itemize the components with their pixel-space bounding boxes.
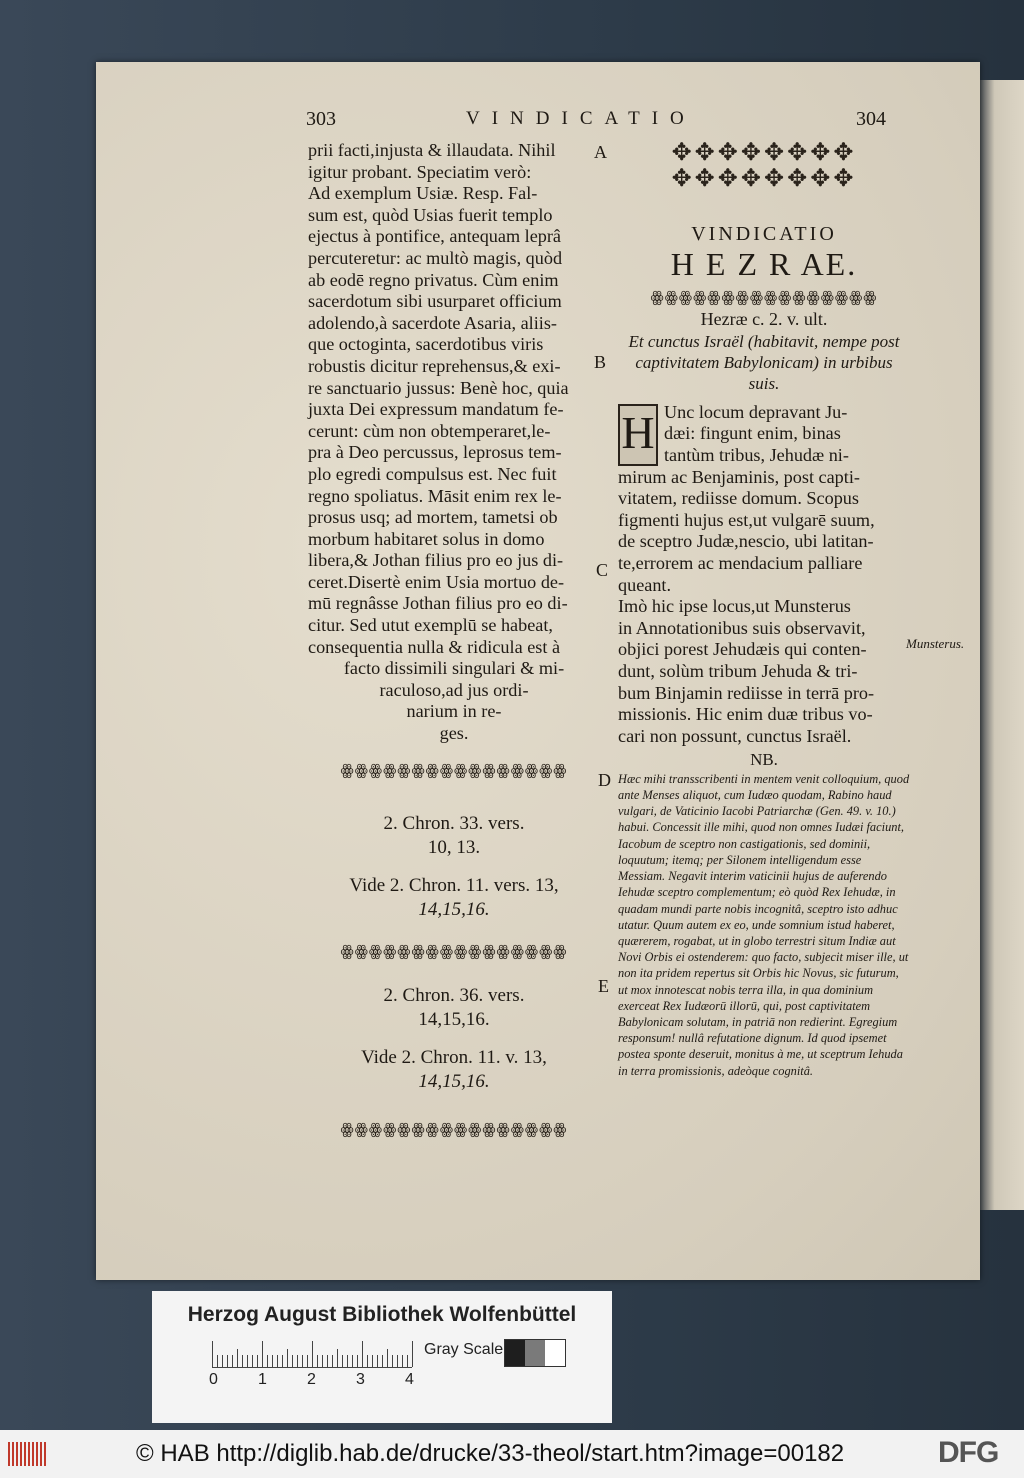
ruler-tick: [332, 1355, 333, 1367]
text-line: facto dissimili singulari & mi-: [343, 658, 565, 679]
ruler-number: 0: [209, 1371, 218, 1388]
page-number-left: 303: [306, 108, 336, 130]
page-number-right: 304: [856, 108, 886, 130]
text-line: Ad exemplum Usiæ. Resp. Fal-: [308, 183, 538, 204]
headpiece-ornament: ✥✥✥✥✥✥✥✥ ✥✥✥✥✥✥✥✥: [671, 140, 857, 192]
text-line: dæi: fingunt enim, binas: [664, 423, 841, 444]
text-line: regno spoliatus. Māsit enim rex le-: [308, 485, 562, 506]
reference-line: 2. Chron. 36. vers.: [383, 984, 525, 1006]
color-scale-bar: [152, 1291, 612, 1423]
ruler-tick: [242, 1355, 243, 1367]
ruler-tick: [392, 1355, 393, 1367]
ruler-tick: [337, 1349, 338, 1367]
ornament-divider: ꙮꙮꙮꙮꙮꙮꙮꙮꙮꙮꙮꙮꙮꙮꙮꙮ: [650, 289, 878, 306]
ruler-number: 2: [307, 1371, 316, 1388]
ruler-tick: [412, 1341, 413, 1367]
text-line: cari non possunt, cunctus Israël.: [618, 725, 852, 746]
references-block: [308, 812, 600, 1141]
ruler-tick: [377, 1355, 378, 1367]
footer-url[interactable]: © HAB http://diglib.hab.de/drucke/33-theol/start.htm?image=00182: [136, 1440, 845, 1467]
ruler-tick: [277, 1355, 278, 1367]
ruler: [212, 1339, 412, 1368]
footnote: Hæc mihi transscribenti in mentem venit colloquium, quod ante Menses aliquot, cum Iudæo quodam, Rabino haud vulgari, de Vaticinio Iacobi Patriarchæ (Gen. 49. v. 10.) habui. Concessit ille mihi, quod non omnes Iudæi faciunt, Iacobum de sceptro non castigationis, sed dominii, loquutum; itemq; per Silonem intelligendum esse Messiam. Negavit interim vaticinii hujus de auferendo Iehudæ sceptro complementum; eò quòd Rex Iehudæ, in quadam mundi parte nobis incognitâ, sceptro isto adhuc utatur. Quum autem ex eo, unde somnium istud haberet, quærerem, rogabat, ut in globo terrestri situm Indiæ aut Novi Orbis ei ostenderem: quo facto, subjecit miser ille, ut non ita pridem repertus sit Orbis hic Novus, sic futurum, ut mox innotescat nobis terra illa, in qua dominium exerceat Rex Iudæorū illorū, qui, post captivitatem Babylonicam solutam, in patriā non redierint. Egregium responsum! nullâ refutatione dignum. Id quod ipsemet postea sponte deseruit, monitus à me, ut sceptrum Iehuda in terra promissionis, adeòque cognitâ.: [618, 771, 910, 1078]
ruler-tick: [327, 1355, 328, 1367]
text-line: percuteretur: ac multò magis, quòd: [308, 247, 563, 268]
text-line: libera,& Jothan filius pro eo jus di-: [308, 550, 564, 571]
ruler-tick: [372, 1355, 373, 1367]
ruler-tick: [267, 1355, 268, 1367]
ruler-tick: [272, 1355, 273, 1367]
ruler-tick: [322, 1355, 323, 1367]
ruler-tick: [222, 1355, 223, 1367]
ruler-tick: [297, 1355, 298, 1367]
ruler-tick: [252, 1355, 253, 1367]
text-line: de sceptro Judæ,nescio, ubi latitan-: [618, 531, 874, 552]
ruler-number: 3: [356, 1371, 365, 1388]
ruler-tick: [227, 1355, 228, 1367]
text-line: te,errorem ac mendacium palliare: [618, 552, 863, 573]
nb-label: NB.: [750, 750, 778, 770]
ruler-number: 1: [258, 1371, 267, 1388]
running-title: VINDICATIO: [466, 108, 696, 129]
right-column: [618, 140, 910, 1079]
text-line: vitatem, rediisse domum. Scopus: [618, 488, 859, 509]
text-line: ceret.Disertè enim Usia mortuo de-: [308, 571, 565, 592]
ruler-tick: [262, 1341, 263, 1367]
ruler-tick: [237, 1349, 238, 1367]
text-line: adolendo,à sacerdote Asaria, aliis-: [308, 312, 557, 333]
text-line: ejectus à pontifice, antequam leprâ: [308, 226, 561, 247]
ruler-tick: [402, 1355, 403, 1367]
text-line: dunt, solùm tribum Jehuda & tri-: [618, 660, 858, 681]
left-column: [308, 140, 600, 1141]
gray-scale-label: Gray Scale: [424, 1341, 504, 1358]
left-column-text: [308, 140, 600, 745]
ruler-tick: [247, 1355, 248, 1367]
ruler-tick: [317, 1355, 318, 1367]
dfg-logo: DFG: [938, 1436, 999, 1469]
text-line: narium in re-: [406, 701, 502, 722]
text-line: Unc locum depravant Ju-: [664, 401, 848, 422]
text-line: missionis. Hic enim duæ tribus vo-: [618, 704, 873, 725]
verse-reference: Hezræ c. 2. v. ult.: [700, 309, 828, 330]
margin-letter-d: D: [598, 770, 611, 790]
text-line: sum est, quòd Usias fuerit templo: [308, 204, 553, 225]
text-line: cerunt: cùm non obtemperaret,le-: [308, 420, 551, 441]
section-name: H E Z R AE.: [670, 245, 858, 282]
margin-note-munsterus: Munsterus.: [906, 636, 965, 651]
text-line: tantùm tribus, Jehudæ ni-: [664, 444, 849, 465]
reference-line: 2. Chron. 33. vers.: [383, 813, 525, 835]
margin-letter-b: B: [594, 352, 607, 372]
verse-text: Et cunctus Israël (habitavit, nempe post captivitatem Babylonicam) in urbibus suis.: [628, 331, 900, 393]
ruler-tick: [257, 1355, 258, 1367]
reference-line: 10, 13.: [427, 837, 481, 859]
ornament-divider: ꙮꙮꙮꙮꙮꙮꙮꙮꙮꙮꙮꙮꙮꙮꙮꙮ: [340, 1121, 568, 1138]
next-page-edge: [975, 80, 1024, 1210]
text-line: igitur probant. Speciatim verò:: [308, 161, 532, 182]
text-line: mū regnâsse Jothan filius pro eo di-: [308, 593, 568, 614]
text-line: ges.: [439, 723, 469, 744]
barcode-icon: [8, 1442, 48, 1466]
text-line: Imò hic ipse locus,ut Munsterus: [618, 596, 851, 617]
ruler-tick: [232, 1355, 233, 1367]
body-text: [618, 402, 910, 748]
margin-letter-e: E: [598, 976, 609, 996]
ruler-tick: [367, 1355, 368, 1367]
reference-line: 14,15,16.: [418, 899, 490, 921]
text-line: morbum habitaret solus in domo: [308, 528, 545, 549]
text-line: prii facti,injusta & illaudata. Nihil: [308, 140, 556, 160]
ruler-tick: [212, 1341, 213, 1367]
text-line: sacerdotum sibi usurparet officium: [308, 291, 562, 312]
ruler-number: 4: [405, 1371, 414, 1388]
text-line: ab eodē regno privatus. Cùm enim: [308, 269, 559, 290]
text-line: queant.: [618, 574, 672, 595]
reference-line: Vide 2. Chron. 11. v. 13,: [361, 1046, 547, 1068]
text-line: re sanctuario jussus: Benè hoc, quia: [308, 377, 569, 398]
text-line: plo egredi compulsus est. Nec fuit: [308, 463, 557, 484]
text-line: in Annotationibus suis observavit,: [618, 617, 866, 638]
text-line: bum Binjamin rediisse in terrā pro-: [618, 682, 875, 703]
section-title: VINDICATIO: [691, 223, 837, 245]
ornament-divider: ꙮꙮꙮꙮꙮꙮꙮꙮꙮꙮꙮꙮꙮꙮꙮꙮ: [340, 944, 568, 961]
gray-scale-swatches: [504, 1339, 566, 1367]
ornament-divider: ꙮꙮꙮꙮꙮꙮꙮꙮꙮꙮꙮꙮꙮꙮꙮꙮ: [340, 762, 568, 779]
text-line: juxta Dei expressum mandatum fe-: [308, 399, 564, 420]
text-line: mirum ac Benjaminis, post capti-: [618, 466, 860, 487]
ruler-tick: [302, 1355, 303, 1367]
ruler-tick: [357, 1355, 358, 1367]
text-line: objici porest Jehudæis qui conten-: [618, 639, 867, 660]
ruler-tick: [347, 1355, 348, 1367]
margin-letter-a: A: [594, 142, 607, 162]
ruler-tick: [382, 1355, 383, 1367]
text-line: pra à Deo percussus, leprosus tem-: [308, 442, 562, 463]
text-line: prosus usq; ad mortem, tametsi ob: [308, 507, 558, 528]
text-line: que octoginta, sacerdotibus viris: [308, 334, 544, 355]
text-line: robustis dicitur reprehensus,& exi-: [308, 355, 561, 376]
ruler-tick: [287, 1349, 288, 1367]
reference-line: 14,15,16.: [418, 1070, 490, 1092]
margin-letter-c: C: [596, 560, 609, 580]
text-line: raculoso,ad jus ordi-: [379, 679, 529, 700]
ruler-tick: [387, 1349, 388, 1367]
library-name: Herzog August Bibliothek Wolfenbüttel: [187, 1303, 577, 1326]
ruler-tick: [342, 1355, 343, 1367]
text-line: citur. Sed utut exemplū se habeat,: [308, 615, 553, 636]
ruler-tick: [292, 1355, 293, 1367]
ruler-tick: [217, 1355, 218, 1367]
ruler-tick: [312, 1341, 313, 1367]
footer-bar: [0, 1430, 1024, 1478]
text-line: figmenti hujus est,ut vulgarē suum,: [618, 509, 875, 530]
ruler-tick: [407, 1355, 408, 1367]
ruler-tick: [307, 1355, 308, 1367]
ruler-tick: [282, 1355, 283, 1367]
reference-line: Vide 2. Chron. 11. vers. 13,: [349, 875, 559, 897]
ruler-tick: [362, 1341, 363, 1367]
ruler-tick: [397, 1355, 398, 1367]
right-column-text: [618, 402, 910, 748]
ruler-tick: [352, 1355, 353, 1367]
text-line: consequentia nulla & ridicula est à: [308, 636, 561, 657]
reference-line: 14,15,16.: [418, 1008, 490, 1030]
decorated-initial: H: [618, 404, 658, 466]
